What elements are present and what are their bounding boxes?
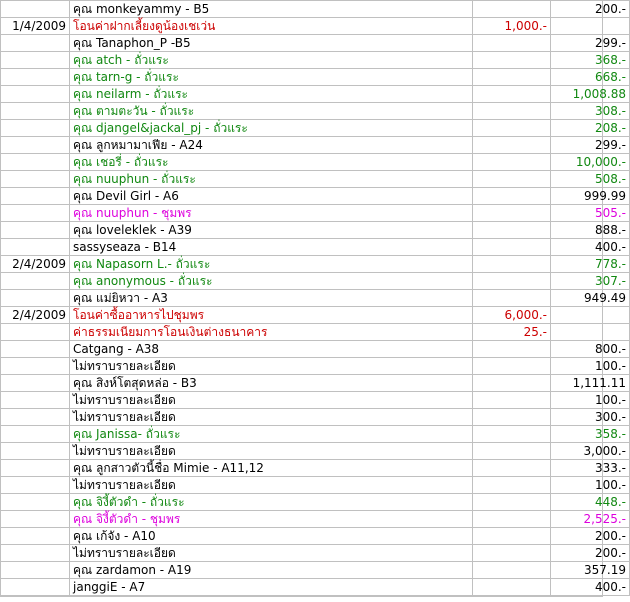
table-row [1,562,630,579]
outgoing-amount-cell[interactable]: 6,000.- [473,307,551,324]
description-cell[interactable]: คุณ เชอรี่ - ถั่วแระ [70,154,473,171]
table-row [1,528,630,545]
table-row [1,511,630,528]
date-cell[interactable] [1,426,70,443]
description-cell[interactable]: คุณ djangel&jackal_pj - ถั่วแระ [70,120,473,137]
description-cell[interactable]: คุณ แม่ยิหวา - A3 [70,290,473,307]
table-row [1,35,630,52]
date-cell[interactable] [1,409,70,426]
outgoing-amount-cell[interactable] [473,358,551,375]
table-row [1,69,630,86]
outgoing-amount-cell[interactable] [473,120,551,137]
outgoing-amount-cell[interactable] [473,341,551,358]
income-amount-cell[interactable]: 949.49 [551,290,630,307]
description-cell[interactable]: Catgang - A38 [70,341,473,358]
income-amount-cell[interactable]: 100.- [551,358,630,375]
table-row [1,545,630,562]
description-cell[interactable]: คุณ monkeyammy - B5 [70,1,473,18]
table-row [1,273,630,290]
income-amount-cell[interactable]: 357.19 [551,562,630,579]
outgoing-amount-cell[interactable] [473,188,551,205]
date-cell[interactable]: 1/4/2009 [1,18,70,35]
income-amount-cell[interactable]: 333.- [551,460,630,477]
date-cell[interactable] [1,273,70,290]
table-row [1,256,630,273]
description-cell[interactable]: คุณ atch - ถั่วแระ [70,52,473,69]
outgoing-amount-cell[interactable]: 25.- [473,324,551,341]
outgoing-amount-cell[interactable] [473,239,551,256]
outgoing-amount-cell[interactable] [473,256,551,273]
date-cell[interactable] [1,188,70,205]
income-amount-cell[interactable]: 368.- [551,52,630,69]
description-cell[interactable]: คุณ nuuphun - ถั่วแระ [70,171,473,188]
table-row [1,1,630,18]
outgoing-amount-cell[interactable] [473,222,551,239]
outgoing-amount-cell[interactable] [473,545,551,562]
table-row [1,18,630,35]
income-amount-cell[interactable]: 1,008.88 [551,86,630,103]
description-cell[interactable]: ไม่ทราบรายละเอียด [70,358,473,375]
description-cell[interactable]: คุณ จิงี้ตัวดำ - ชุมพร [70,511,473,528]
date-cell[interactable] [1,545,70,562]
table-row [1,120,630,137]
income-amount-cell[interactable]: 299.- [551,35,630,52]
outgoing-amount-cell[interactable] [473,443,551,460]
date-cell[interactable] [1,443,70,460]
income-amount-cell[interactable]: 505.- [551,205,630,222]
outgoing-amount-cell[interactable] [473,579,551,596]
table-row [1,205,630,222]
table-row [1,460,630,477]
date-cell[interactable] [1,205,70,222]
description-cell[interactable]: คุณ neilarm - ถั่วแระ [70,86,473,103]
date-cell[interactable] [1,324,70,341]
date-cell[interactable] [1,239,70,256]
outgoing-amount-cell[interactable] [473,103,551,120]
description-cell[interactable]: janggiE - A7 [70,579,473,596]
outgoing-amount-cell[interactable] [473,562,551,579]
description-cell[interactable]: ไม่ทราบรายละเอียด [70,477,473,494]
description-cell[interactable]: คุณ ตามตะวัน - ถั่วแระ [70,103,473,120]
table-row [1,188,630,205]
outgoing-amount-cell[interactable] [473,86,551,103]
outgoing-amount-cell[interactable] [473,171,551,188]
date-cell[interactable] [1,358,70,375]
date-cell[interactable] [1,171,70,188]
outgoing-amount-cell[interactable] [473,137,551,154]
income-amount-cell[interactable]: 200.- [551,1,630,18]
table-row [1,358,630,375]
description-cell[interactable]: คุณ loveleklek - A39 [70,222,473,239]
description-cell[interactable]: โอนค่าฝากเลี้ยงดูน้องเชเว่น [70,18,473,35]
date-cell[interactable] [1,86,70,103]
table-row [1,52,630,69]
table-row [1,137,630,154]
description-cell[interactable]: คุณ tarn-g - ถั่วแระ [70,69,473,86]
table-row [1,477,630,494]
income-amount-cell[interactable]: 308.- [551,103,630,120]
income-amount-cell[interactable]: 208.- [551,120,630,137]
table-row [1,307,630,324]
outgoing-amount-cell[interactable] [473,154,551,171]
date-cell[interactable]: 2/4/2009 [1,256,70,273]
income-amount-cell[interactable]: 358.- [551,426,630,443]
outgoing-amount-cell[interactable] [473,392,551,409]
date-cell[interactable] [1,137,70,154]
date-cell[interactable] [1,120,70,137]
description-cell[interactable]: คุณ anonymous - ถั่วแระ [70,273,473,290]
income-amount-cell[interactable]: 1,111.11 [551,375,630,392]
table-row [1,341,630,358]
income-amount-cell[interactable]: 800.- [551,341,630,358]
table-row [1,375,630,392]
table-row [1,494,630,511]
outgoing-amount-cell[interactable] [473,528,551,545]
date-cell[interactable] [1,222,70,239]
income-amount-cell[interactable]: 400.- [551,579,630,596]
income-amount-cell[interactable]: 200.- [551,528,630,545]
date-cell[interactable] [1,494,70,511]
date-cell[interactable] [1,1,70,18]
description-cell[interactable]: คุณ จิงี้ตัวดำ - ถั่วแระ [70,494,473,511]
date-cell[interactable]: 2/4/2009 [1,307,70,324]
income-amount-cell[interactable]: 400.- [551,239,630,256]
date-cell[interactable] [1,52,70,69]
outgoing-amount-cell[interactable] [473,494,551,511]
table-row [1,579,630,596]
income-amount-cell[interactable]: 100.- [551,392,630,409]
description-cell[interactable]: คุณ zardamon - A19 [70,562,473,579]
description-cell[interactable]: คุณ ลูกหมามาเฟีย - A24 [70,137,473,154]
income-amount-cell[interactable]: 10,000.- [551,154,630,171]
description-cell[interactable]: คุณ Tanaphon_P -B5 [70,35,473,52]
description-cell[interactable]: คุณ สิงห์โตสุดหล่อ - B3 [70,375,473,392]
description-cell[interactable]: คุณ nuuphun - ชุมพร [70,205,473,222]
income-amount-cell[interactable]: 300.- [551,409,630,426]
income-amount-cell[interactable]: 100.- [551,477,630,494]
date-cell[interactable] [1,392,70,409]
outgoing-amount-cell[interactable] [473,1,551,18]
description-cell[interactable]: โอนค่าซื้ออาหารไปชุมพร [70,307,473,324]
income-amount-cell[interactable]: 448.- [551,494,630,511]
income-amount-cell[interactable]: 2,525.- [551,511,630,528]
income-amount-cell[interactable]: 200.- [551,545,630,562]
date-cell[interactable] [1,69,70,86]
income-amount-cell[interactable]: 999.99 [551,188,630,205]
table-row [1,239,630,256]
table-row [1,154,630,171]
date-cell[interactable] [1,528,70,545]
description-cell[interactable]: คุณ Devil Girl - A6 [70,188,473,205]
date-cell[interactable] [1,511,70,528]
table-row [1,443,630,460]
income-amount-cell[interactable]: 307.- [551,273,630,290]
income-amount-cell[interactable] [551,18,630,35]
outgoing-amount-cell[interactable] [473,460,551,477]
outgoing-amount-cell[interactable] [473,290,551,307]
outgoing-amount-cell[interactable] [473,52,551,69]
ledger-body [1,1,630,596]
table-row [1,290,630,307]
date-cell[interactable] [1,103,70,120]
date-cell[interactable] [1,154,70,171]
table-row [1,171,630,188]
date-cell[interactable] [1,375,70,392]
description-cell[interactable]: คุณ เก้จัง - A10 [70,528,473,545]
income-amount-cell[interactable]: 778.- [551,256,630,273]
outgoing-amount-cell[interactable] [473,426,551,443]
description-cell[interactable]: sassyseaza - B14 [70,239,473,256]
outgoing-amount-cell[interactable] [473,205,551,222]
date-cell[interactable] [1,579,70,596]
outgoing-amount-cell[interactable] [473,375,551,392]
description-cell[interactable]: ค่าธรรมเนียมการโอนเงินต่างธนาคาร [70,324,473,341]
date-cell[interactable] [1,477,70,494]
description-cell[interactable]: คุณ Janissa- ถั่วแระ [70,426,473,443]
description-cell[interactable]: ไม่ทราบรายละเอียด [70,443,473,460]
date-cell[interactable] [1,341,70,358]
date-cell[interactable] [1,290,70,307]
table-row [1,103,630,120]
description-cell[interactable]: คุณ Napasorn L.- ถั่วแระ [70,256,473,273]
table-row [1,222,630,239]
date-cell[interactable] [1,460,70,477]
description-cell[interactable]: ไม่ทราบรายละเอียด [70,409,473,426]
income-amount-cell[interactable] [551,307,630,324]
outgoing-amount-cell[interactable] [473,273,551,290]
outgoing-amount-cell[interactable] [473,409,551,426]
description-cell[interactable]: ไม่ทราบรายละเอียด [70,545,473,562]
outgoing-amount-cell[interactable] [473,69,551,86]
outgoing-amount-cell[interactable] [473,511,551,528]
outgoing-amount-cell[interactable]: 1,000.- [473,18,551,35]
date-cell[interactable] [1,35,70,52]
income-amount-cell[interactable]: 668.- [551,69,630,86]
outgoing-amount-cell[interactable] [473,35,551,52]
income-amount-cell[interactable]: 888.- [551,222,630,239]
income-amount-cell[interactable]: 299.- [551,137,630,154]
income-amount-cell[interactable]: 508.- [551,171,630,188]
income-amount-cell[interactable] [551,324,630,341]
date-cell[interactable] [1,562,70,579]
table-row [1,409,630,426]
description-cell[interactable]: คุณ ลูกสาวตัวนี้ชื่อ Mimie - A11,12 [70,460,473,477]
income-amount-cell[interactable]: 3,000.- [551,443,630,460]
description-cell[interactable]: ไม่ทราบรายละเอียด [70,392,473,409]
table-row [1,86,630,103]
table-row [1,426,630,443]
table-row [1,324,630,341]
table-row [1,392,630,409]
outgoing-amount-cell[interactable] [473,477,551,494]
